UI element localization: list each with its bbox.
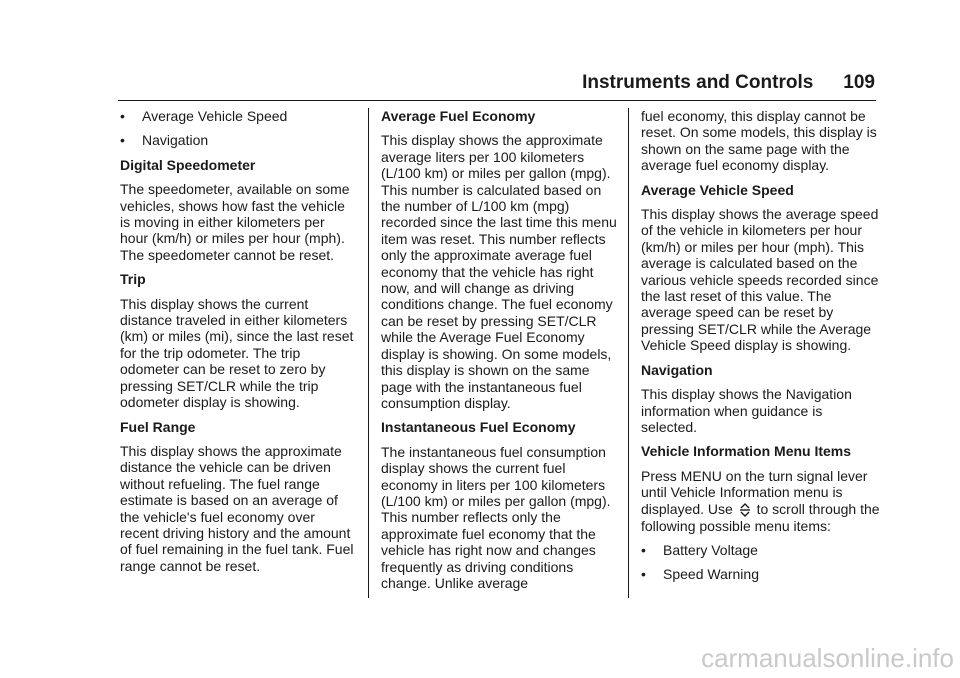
heading-fuel-range: Fuel Range: [120, 418, 196, 435]
watermark: carmanualsonline.info: [701, 643, 954, 673]
heading-digital-speedometer: Digital Speedometer: [120, 156, 256, 173]
bullet-mark: •: [120, 108, 125, 124]
heading-instantaneous-fuel-economy: Instantaneous Fuel Economy: [381, 419, 576, 436]
paragraph-trip: This display shows the current distance traveled in either kilometers (km) or miles (mi), since the last reset for the trip odometer. The trip odometer can be reset to zero by pressing SET/CLR while the trip odometer display is showing.: [120, 295, 354, 411]
paragraph-fuel-range: This display shows the approximate distance the vehicle can be driven without refueling. The fuel range estimate is based on an average of the vehicle's fuel economy over recent driving history and the amount of fuel remaining in the fuel tank. Fuel range cannot be reset.: [120, 442, 354, 574]
bullet-mark: •: [641, 541, 646, 558]
page-header: [560, 72, 875, 100]
section-title: Instruments and Controls: [582, 72, 814, 93]
paragraph-instantaneous-fuel-economy: The instantaneous fuel consumption display shows the current fuel economy in liters per 100 kilometers (L/100 km) or miles per gallon (mpg). This number reflects only the approximate fuel economy that the vehicle has right now and changes frequently as driving conditions change. Unlike average: [381, 443, 611, 591]
list-item: [641, 566, 881, 582]
list-item: [120, 108, 356, 124]
column-divider-2: [628, 108, 629, 598]
bullet-mark: •: [641, 566, 646, 583]
column-divider-1: [368, 108, 369, 598]
list-item-label: Average Vehicle Speed: [142, 108, 288, 124]
menu-text-b: to scroll through the following possible menu items:: [641, 500, 880, 534]
heading-trip: Trip: [120, 271, 146, 288]
list-item: [120, 132, 356, 148]
paragraph-navigation: This display shows the Navigation information when guidance is selected.: [641, 386, 852, 435]
list-item-label: Navigation: [142, 132, 209, 149]
header-rule: [118, 100, 876, 101]
list-item-label: Battery Voltage: [663, 541, 758, 558]
column-3: [641, 108, 881, 591]
paragraph-vehicle-information-menu: [641, 468, 881, 534]
paragraph-average-vehicle-speed: This display shows the average speed of the vehicle in kilometers per hour (km/h) or miles per hour (mph). This average is calculated based on the various vehicle speeds recorded since the last reset of this value. The average speed can be reset by pressing SET/CLR while the Average Vehicle Speed display is showing.: [641, 206, 879, 354]
paragraph-digital-speedometer: The speedometer, available on some vehicles, shows how fast the vehicle is moving in either kilometers per hour (km/h) or miles per hour (mph). The speedometer cannot be reset.: [120, 181, 350, 263]
paragraph-continued: fuel economy, this display cannot be reset. On some models, this display is shown on the same page with the average fuel economy display.: [641, 108, 877, 174]
bullet-mark: •: [120, 132, 125, 149]
scroll-thumbwheel-icon: [737, 502, 753, 518]
column-2: [381, 108, 621, 599]
list-item-label: Speed Warning: [663, 566, 759, 583]
heading-navigation: Navigation: [641, 361, 713, 378]
page-number: 109: [843, 72, 875, 93]
column-1: [120, 108, 356, 582]
menu-text-a: Press MENU on the turn signal lever until Vehicle Information menu is displayed. Use: [641, 467, 868, 517]
heading-average-vehicle-speed: Average Vehicle Speed: [641, 181, 794, 198]
paragraph-average-fuel-economy: This display shows the approximate average liters per 100 kilometers (L/100 km) or miles per gallon (mpg). This number is calculated based on the number of L/100 km (mpg) recorded since the last time this menu item was reset. This number reflects only the approximate average fuel economy that the vehicle has right now, and will change as driving conditions change. The fuel economy can be reset by pressing SET/CLR while the Average Fuel Economy display is showing. On some models, this display is shown on the same page with the instantaneous fuel consumption display.: [381, 132, 617, 411]
heading-average-fuel-economy: Average Fuel Economy: [381, 108, 536, 124]
heading-vehicle-information-menu: Vehicle Information Menu Items: [641, 443, 852, 460]
list-item: [641, 542, 881, 558]
